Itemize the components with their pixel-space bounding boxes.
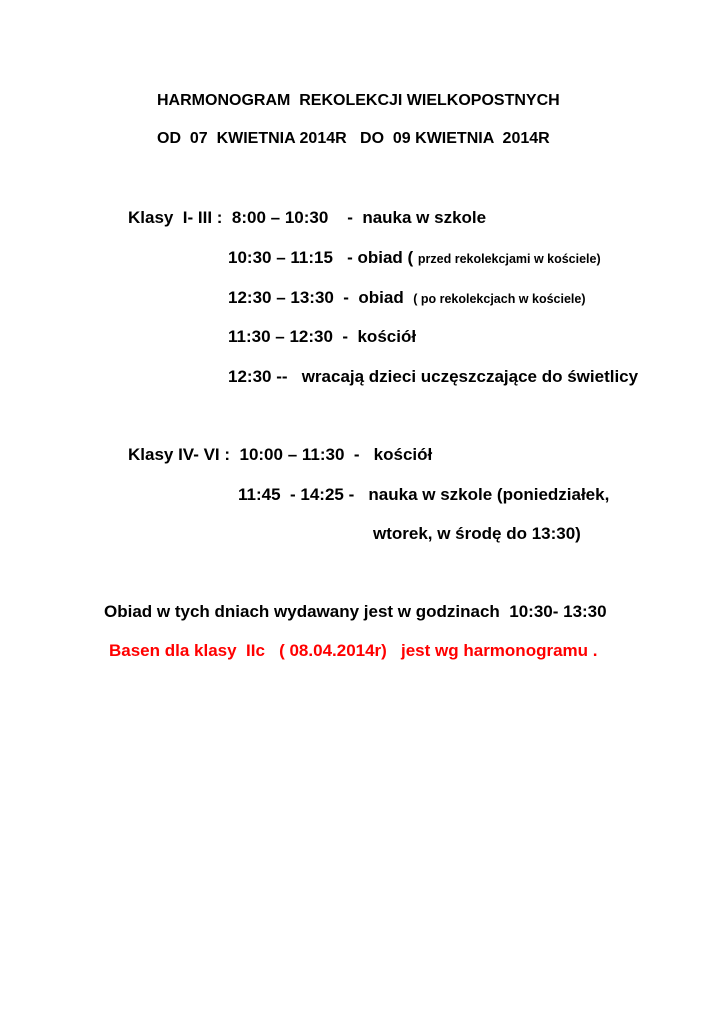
schedule-dates: OD 07 KWIETNIA 2014R DO 09 KWIETNIA 2014R [157,130,550,147]
grades-4-6-school-days: wtorek, w środę do 13:30) [373,524,581,543]
grades-1-3-lunch-before [228,249,601,266]
lunch-after-note: ( po rekolekcjach w kościele) [413,292,586,306]
lunch-after-time: 12:30 – 13:30 - obiad [228,288,414,307]
grades-1-3-school-time: Klasy I- III : 8:00 – 10:30 - nauka w szkole [128,208,487,227]
grades-4-6-school-time: 11:45 - 14:25 - nauka w szkole (poniedziałek, [238,485,610,504]
lunch-before-time: 10:30 – 11:15 - obiad ( [228,248,418,267]
lunch-before-note: przed rekolekcjami w kościele) [417,252,601,266]
grades-1-3-lunch-after [228,289,586,306]
grades-1-3-return-note: 12:30 -- wracają dzieci uczęszczające do świetlicy [228,367,639,386]
schedule-title: HARMONOGRAM REKOLEKCJI WIELKOPOSTNYCH [157,92,560,109]
grades-4-6-church-time: Klasy IV- VI : 10:00 – 11:30 - kościół [128,445,433,464]
pool-schedule-note: Basen dla klasy IIc ( 08.04.2014r) jest wg harmonogramu . [109,641,598,660]
grades-1-3-church-time: 11:30 – 12:30 - kościół [228,327,417,346]
lunch-hours-note: Obiad w tych dniach wydawany jest w godzinach 10:30- 13:30 [104,602,607,621]
